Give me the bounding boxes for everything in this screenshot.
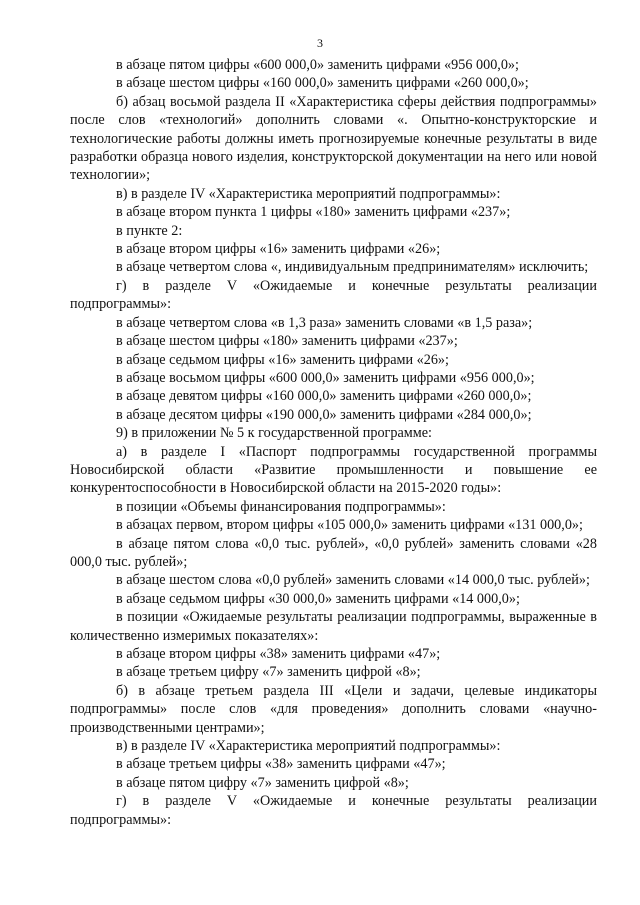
paragraph: в пункте 2: xyxy=(116,222,183,239)
paragraph: в абзаце восьмом цифры «600 000,0» заменить цифрами «956 000,0»; xyxy=(116,369,535,386)
paragraph: в абзаце третьем цифру «7» заменить цифрой «8»; xyxy=(116,664,421,681)
paragraph: в абзаце десятом цифры «190 000,0» заменить цифрами «284 000,0»; xyxy=(116,406,532,423)
paragraph: в абзаце четвертом слова «, индивидуальным предпринимателям» исключить; xyxy=(116,259,589,276)
paragraph: в абзаце третьем цифры «38» заменить цифрами «47»; xyxy=(116,756,446,773)
paragraph: в позиции «Объемы финансирования подпрограммы»: xyxy=(116,498,446,515)
paragraph: г) в разделе V «Ожидаемые и конечные результаты реализации подпрограммы»: xyxy=(70,277,597,313)
paragraph: в) в разделе IV «Характеристика мероприятий подпрограммы»: xyxy=(116,738,501,755)
paragraph: г) в разделе V «Ожидаемые и конечные результаты реализации подпрограммы»: xyxy=(70,793,597,828)
paragraph: в позиции «Ожидаемые результаты реализации подпрограммы, выраженные в количественно измеримых показателях»: xyxy=(70,609,597,644)
paragraph: в абзацах первом, втором цифры «105 000,0» заменить цифрами «131 000,0»; xyxy=(116,517,583,534)
paragraph: в абзаце втором цифры «16» заменить цифрами «26»; xyxy=(116,241,441,258)
paragraph: 9) в приложении № 5 к государственной программе: xyxy=(116,425,432,442)
paragraph: в абзаце шестом цифры «180» заменить цифрами «237»; xyxy=(116,333,458,350)
page-number: 3 xyxy=(317,36,323,50)
document-body xyxy=(70,56,597,829)
paragraph: б) абзац восьмой раздела II «Характеристика сферы действия подпрограммы» после слов «технологий» дополнить словами «. Опытно-конструкторские и технологические работы должны иметь прогнозируемые конечные результаты в виде разработки образца нового изделия, конструкторской документации на него или новой технологии»; xyxy=(70,93,597,184)
paragraph: в абзаце пятом слова «0,0 тыс. рублей», «0,0 рублей» заменить словами «28 000,0 тыс. рублей»; xyxy=(70,535,597,570)
paragraph: в абзаце пятом цифры «600 000,0» заменить цифрами «956 000,0»; xyxy=(116,57,519,73)
paragraph: в абзаце пятом цифру «7» заменить цифрой «8»; xyxy=(116,774,409,791)
paragraph: в абзаце седьмом цифры «16» заменить цифрами «26»; xyxy=(116,351,449,368)
paragraph: в абзаце шестом цифры «160 000,0» заменить цифрами «260 000,0»; xyxy=(116,75,529,92)
paragraph: в абзаце девятом цифры «160 000,0» заменить цифрами «260 000,0»; xyxy=(116,388,532,405)
paragraph: б) в абзаце третьем раздела III «Цели и задачи, целевые индикаторы подпрограммы» после слов «для проведения» дополнить словами «научно-производственными центрами»; xyxy=(70,682,597,736)
paragraph: в абзаце четвертом слова «в 1,3 раза» заменить словами «в 1,5 раза»; xyxy=(116,314,533,331)
paragraph: в абзаце втором цифры «38» заменить цифрами «47»; xyxy=(116,646,441,662)
paragraph: в) в разделе IV «Характеристика мероприятий подпрограммы»: xyxy=(116,185,501,202)
paragraph: в абзаце шестом слова «0,0 рублей» заменить словами «14 000,0 тыс. рублей»; xyxy=(116,572,590,589)
paragraph: в абзаце втором пункта 1 цифры «180» заменить цифрами «237»; xyxy=(116,204,511,221)
paragraph: а) в разделе I «Паспорт подпрограммы государственной программы Новосибирской области «Развитие промышленности и повышение ее конкурентоспособности в Новосибирской области на 2015-2020 годы»: xyxy=(70,443,597,497)
paragraph: в абзаце седьмом цифры «30 000,0» заменить цифрами «14 000,0»; xyxy=(116,590,520,607)
